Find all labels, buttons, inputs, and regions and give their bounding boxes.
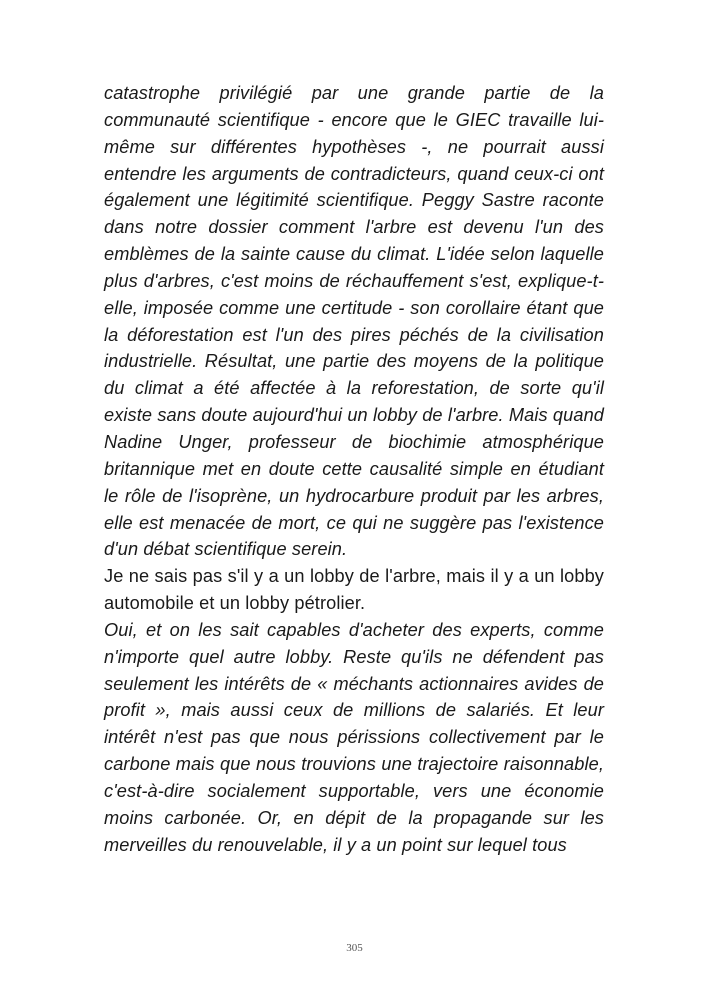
page-number: 305 <box>346 942 363 954</box>
body-text <box>104 80 604 858</box>
paragraph-interviewer-followup: Oui, et on les sait capables d'acheter des experts, comme n'importe quel autre lobby. Reste qu'ils ne défendent pas seulement les intérêts de « méchants actionnaires avides de profit », mais aussi ceux de millions de salariés. Et leur intérêt n'est pas que nous périssions collectivement par le carbone mais que nous trouvions une trajectoire raisonnable, c'est-à-dire socialement supportable, vers une économie moins carbonée. Or, en dépit de la propagande sur les merveilles du renouvelable, il y a un point sur lequel tous <box>104 619 604 855</box>
paragraph-interviewer-intro: catastrophe privilégié par une grande partie de la communauté scientifique - encore que le GIEC travaille lui-même sur différentes hypothèses -, ne pourrait aussi entendre les arguments de contradicteurs, quand ceux-ci ont également une légitimité scientifique. Peggy Sastre raconte dans notre dossier comment l'arbre est devenu l'un des emblèmes de la sainte cause du climat. L'idée selon laquelle plus d'arbres, c'est moins de réchauffement s'est, explique-t-elle, imposée comme une certitude - son corollaire étant que la déforestation est l'un des pires péchés de la civilisation industrielle. Résultat, une partie des moyens de la politique du climat a été affectée à la reforestation, de sorte qu'il existe sans doute aujourd'hui un lobby de l'arbre. Mais quand Nadine Unger, professeur de biochimie atmosphérique britannique met en doute cette causalité simple en étudiant le rôle de l'isoprène, un hydrocarbure produit par les arbres, elle est menacée de mort, ce qui ne suggère pas l'existence d'un débat scientifique serein. <box>104 83 604 560</box>
paragraph-interviewee-reply: Je ne sais pas s'il y a un lobby de l'arbre, mais il y a un lobby automobile et un lobby pétrolier. <box>104 566 604 614</box>
